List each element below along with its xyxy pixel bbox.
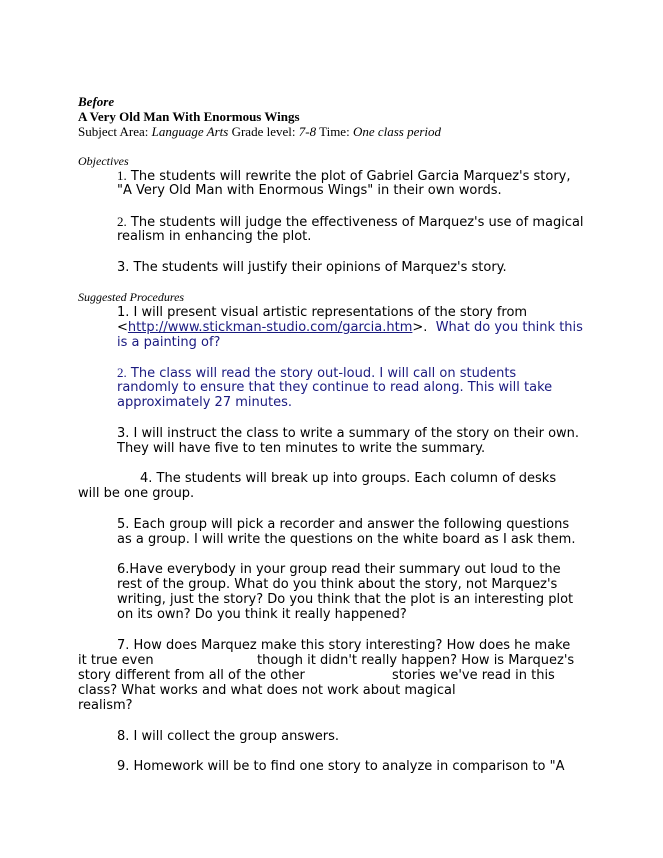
procedure-6-cont3: on its own? Do you think it really happened?	[117, 607, 407, 622]
procedure-7-cont-a: it true even	[78, 653, 154, 668]
procedure-7-cont-b: though it didn't really happen? How is Marquez's	[257, 653, 575, 668]
subject-label: Subject Area:	[78, 124, 149, 139]
procedures-heading: Suggested Procedures	[78, 290, 185, 304]
lesson-title: A Very Old Man With Enormous Wings	[78, 109, 300, 124]
procedure-3: 3. I will instruct the class to write a summary of the story on their own.	[117, 426, 580, 441]
procedure-2-cont2: approximately 27 minutes.	[117, 395, 292, 410]
procedure-6-cont: rest of the group. What do you think about the story, not Marquez's	[117, 577, 558, 592]
objective-2: 2. The students will judge the effectiveness of Marquez's use of magical	[117, 214, 584, 230]
procedure-1: 1. I will present visual artistic representations of the story from	[117, 305, 528, 320]
objective-1-cont: "A Very Old Man with Enormous Wings" in their own words.	[117, 183, 502, 198]
procedure-4-cont: will be one group.	[78, 486, 195, 501]
procedure-3-cont: They will have five to ten minutes to write the summary.	[117, 441, 486, 456]
objective-3: 3. The students will justify their opinions of Marquez's story.	[117, 260, 507, 275]
procedure-8: 8. I will collect the group answers.	[117, 729, 340, 744]
objective-2-cont: realism in enhancing the plot.	[117, 229, 312, 244]
grade-value: 7-8	[298, 124, 317, 139]
procedure-2: 2. The class will read the story out-loud. I will call on students	[117, 365, 517, 381]
procedure-1-link-line: <http://www.stickman-studio.com/garcia.htm>. What do you think this	[117, 320, 583, 335]
procedure-7-cont2-a: story different from all of the other	[78, 668, 305, 683]
time-label: Time:	[319, 124, 350, 139]
grade-label: Grade level:	[231, 124, 296, 139]
procedure-5: 5. Each group will pick a recorder and answer the following questions	[117, 517, 570, 532]
before-label: Before	[78, 94, 115, 109]
procedure-7-cont3: class? What works and what does not work about magical	[78, 683, 456, 698]
lesson-meta	[78, 124, 441, 140]
procedure-6: 6.Have everybody in your group read their summary out loud to the	[117, 562, 561, 577]
objective-1: 1. The students will rewrite the plot of Gabriel Garcia Marquez's story,	[117, 168, 571, 184]
stickman-link[interactable]: http://www.stickman-studio.com/garcia.htm	[127, 320, 413, 335]
subject-value: Language Arts	[151, 124, 229, 139]
procedure-1-cont: is a painting of?	[117, 335, 221, 350]
objectives-heading: Objectives	[78, 154, 129, 168]
procedure-2-cont: randomly to ensure that they continue to read along. This will take	[117, 380, 553, 395]
procedure-9: 9. Homework will be to find one story to analyze in comparison to "A	[117, 759, 565, 774]
procedure-4: 4. The students will break up into groups. Each column of desks	[140, 471, 557, 486]
procedure-5-cont: as a group. I will write the questions on the white board as I ask them.	[117, 532, 576, 547]
procedure-7: 7. How does Marquez make this story interesting? How does he make	[117, 638, 571, 653]
procedure-7-cont4: realism?	[78, 698, 133, 713]
procedure-6-cont2: writing, just the story? Do you think that the plot is an interesting plot	[117, 592, 574, 607]
time-value: One class period	[352, 124, 442, 139]
procedure-7-cont2-b: stories we've read in this	[392, 668, 555, 683]
